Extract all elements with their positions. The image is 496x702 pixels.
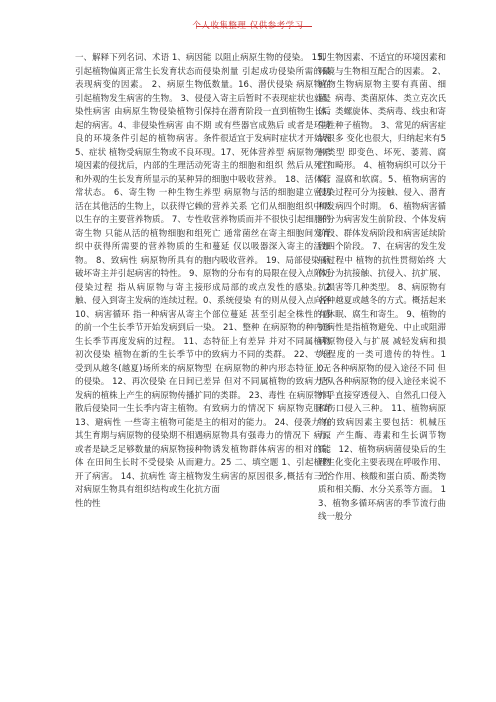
column-1-text: 一、解释下列名词、术语 1、病因 引起植物偏离正常生长发育状态而表现病变的因素。 2、病原生物 引起植物发生病害的生物。 3、侵染性病害 由病原生物侵染植物引起的病害。4、非侵染性病害 由不良的环境条件引起的植物病害。 5、症状 植物受病原生物或不良环境因素的侵扰后，内部的生理活动和外观的生长发育所显示的某种异常状态。 6、寄生物 一种生物生活在其他活的生物上，以获得它赖以生存的主要营养物质。 7、专性寄生物 只能从活的植物细胞和组织中获得所需要的营养物质的生物。 8、致病性 病原物所具有的破坏寄主并引起病害的特性。 9、侵染过程 指从病原物与寄主接触、侵入到寄主发病的连续过程。 10、病害循环 指一种病害从寄主的前一个生长季节开始发病到后一生长季节再度发病的过程。 11、初次侵染 植物在新的生长季节中受到从越冬(越夏)场所来的病原物的侵染。 12、再次侵染 在日间已发病的植株上产生的病原物传播扩散后侵染同一生长季内寄主植物。 13、避病性 一些寄主植物可能是其生育期与病原物的侵染期不相遇 或者是缺乏足够数量的病原物接种体 在田间生长时不受侵染 从而避开了病害。 14、抗病性 寄主植物对病原生物具有组织结构或生化抗性的性 <box>75 53 203 509</box>
text-column-3 <box>318 52 446 525</box>
header-rule <box>196 26 312 27</box>
page-header <box>0 13 496 32</box>
column-3-text: 即生物因素、不适宜的环境因素和环境与生物相互配合的因素。 2、植物生物病原物主要有真菌、细菌、病毒、类菌原体、类立克次氏体、类螺旋体、类病毒、线虫和寄生性种子植物。 3、常见的病害症状很多 变化也很大，归纳起来有5种类型 即变色、坏死、萎蔫、腐烂和畸形。 4、植物病织可以分干腐、湿腐和软腐。5、植物病害的侵染过程可分为接触、侵入、潜育和发病四个时期。 6、植物病害循环分为病害发生前阶段、个体发病阶段、群体发病阶段和病害延续阶段四个阶段。 7、在病害的发生发展过程中 植物的抗性贯彻始终 大体分为抗接触、抗侵入、抗扩展、抗损害等几种类型。 8、病原物有各种越夏或越冬的方式。概括起来有休眠、腐生和寄生。 9、植物的抗病性是指植物避免、中止或阻滞病原物侵入与扩展 减轻发病和损失程度的一类可遗传的特性。10、各种病原物的侵入途径不同 但是从各种病原物的侵入途径来说不外乎直接穿透侵入、自然孔口侵入和伤口侵入三种。 11、植物病原物的致病因素主要包括：机械压力、产生酶、毒素和生长调节物质。 12、植物病病菌侵染后的生理生化变化主要表现在呼吸作用、光合作用、核酸和蛋白质、酚类物质和相关酶、水分关系等方面。 13、植物多循环病害的季节流行曲线一般分 <box>318 53 446 522</box>
text-column-1 <box>75 52 203 511</box>
header-text: 个人收集整理 仅供参考学习 <box>192 21 304 31</box>
column-2-text: 能 以阻止病原生物的侵染。 15、侵染剂量 引起成功侵染所需的最低数量。16、潜伏侵染 病原物在侵入寄主后暂时不表现症状也就是保持在潜育阶段一直到植物生长后期 或有些器官成熟后 或者是环境条件很适宜于发病时症状才开始表现。17、死体营养型 病原物先杀死寄主的细胞和组织 然后从死亡的细胞中吸收营养。 18、活体营养型 病原物与活的细胞建立密切的营养关系 它们从细胞组织中吸收营养物质而并不很快引起细胞的死亡 通常菌丝在寄主细胞间发育和蔓延 仅以吸器深入寄主的活细胞内吸收营养。 19、局部侵染 病原物的分布有的局限在侵入点附近 形成局部的或点发性的感染。 20、系统侵染 有的则从侵入点向各个部位蔓延 甚至引起全株性的感染。 21、整种 在病原物的种内形态特征上有差异 并对不同属植物的致病力不同的类群。 22、专化型 在病原物的种内形态特征上无差异 但对不同属植物的致病力不同的类群。 23、毒性 在病原物具有致病力的情况下 病原物克服寄主的相对的能力。 24、侵袭力 在病原物具有强毒力的情况下 病原物诱发植物群体病害的相对的能力。25 二、填空题 1、引起植物发生病害的原因很多,概括有三个方面 <box>203 53 331 495</box>
text-column-2 <box>203 52 331 498</box>
